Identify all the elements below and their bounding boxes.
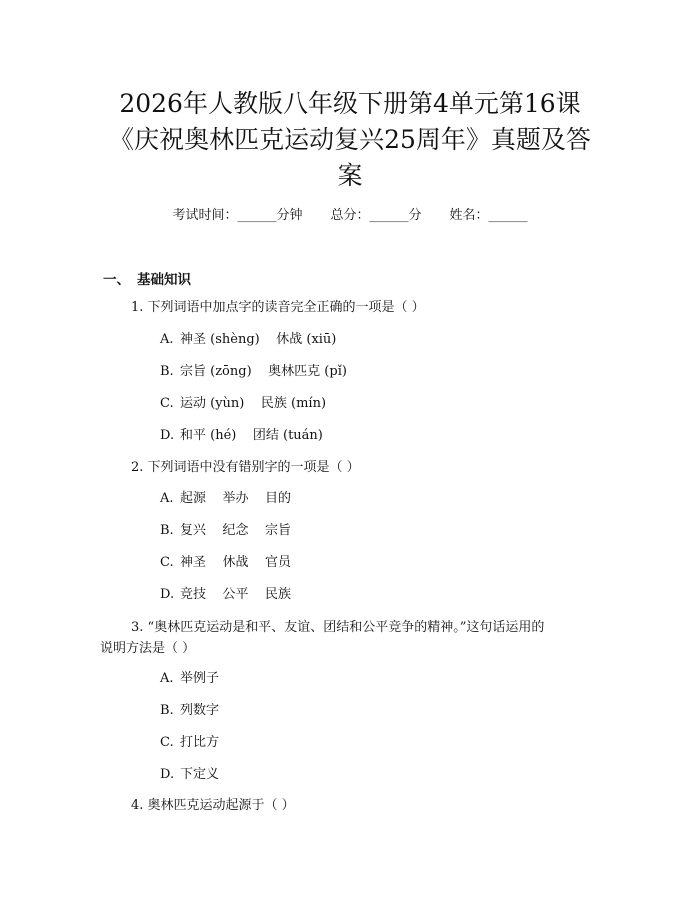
question-1-option-a [160, 331, 336, 349]
title-line-1: 2026年人教版八年级下册第4单元第16课 [119, 89, 581, 118]
option-letter: B. [160, 523, 174, 538]
option-text: 竞技 公平 民族 [180, 587, 292, 602]
question-1-option-d [160, 427, 323, 445]
option-letter: D. [160, 767, 175, 782]
title-line-3: 案 [337, 161, 363, 190]
option-letter: A. [160, 491, 174, 506]
question-3 [100, 617, 601, 659]
option-text: 和平 (hé) 团结 (tuán) [180, 428, 323, 443]
exam-time-field: 考试时间：______分钟 [172, 208, 303, 223]
question-1-option-c [160, 395, 326, 413]
exam-meta-line [0, 207, 700, 225]
question-2 [131, 459, 360, 477]
student-name-field: 姓名：______ [449, 208, 528, 223]
option-letter: C. [160, 396, 174, 411]
section-heading [103, 268, 191, 288]
document-title [60, 86, 640, 194]
option-text: 运动 (yùn) 民族 (mín) [180, 396, 327, 411]
question-1 [131, 299, 425, 317]
section-title: 基础知识 [137, 272, 191, 288]
option-text: 复兴 纪念 宗旨 [180, 523, 292, 538]
option-text: 举例子 [180, 671, 220, 686]
question-number: 2. [131, 460, 144, 475]
option-letter: A. [160, 671, 174, 686]
question-1-option-b [160, 363, 347, 381]
title-line-2: 《庆祝奥林匹克运动复兴25周年》真题及答 [109, 125, 591, 154]
option-text: 列数字 [180, 703, 220, 718]
option-letter: B. [160, 364, 174, 379]
option-text: 下定义 [180, 767, 220, 782]
question-text: 下列词语中没有错别字的一项是（ ） [147, 460, 360, 475]
option-letter: B. [160, 703, 174, 718]
option-text: 宗旨 (zōng) 奥林匹克 (pǐ) [180, 364, 347, 379]
question-number: 4. [131, 798, 144, 813]
question-2-option-a [160, 490, 291, 508]
question-3-option-c [160, 734, 219, 752]
question-number: 3. [131, 620, 144, 635]
total-score-field: 总分：______分 [330, 208, 422, 223]
question-text: 下列词语中加点字的读音完全正确的一项是（ ） [147, 300, 425, 315]
question-number: 1. [131, 300, 144, 315]
question-text: 奥林匹克运动起源于（ ） [147, 798, 295, 813]
question-3-option-d [160, 766, 219, 784]
option-text: 神圣 休战 官员 [180, 555, 292, 570]
question-3-option-b [160, 702, 219, 720]
option-letter: C. [160, 555, 174, 570]
question-2-option-b [160, 522, 291, 540]
question-text-continued: 说明方法是（ ） [100, 641, 196, 656]
question-2-option-d [160, 586, 291, 604]
option-letter: C. [160, 735, 174, 750]
question-3-option-a [160, 670, 219, 688]
option-letter: D. [160, 587, 175, 602]
option-letter: D. [160, 428, 175, 443]
question-4 [131, 797, 295, 815]
question-2-option-c [160, 554, 291, 572]
option-text: 起源 举办 目的 [180, 491, 292, 506]
section-number: 一、 [103, 272, 130, 288]
option-letter: A. [160, 332, 174, 347]
question-text: “奥林匹克运动是和平、友谊、团结和公平竞争的精神。”这句话运用的 [147, 620, 545, 635]
option-text: 神圣 (shèng) 休战 (xiū) [180, 332, 337, 347]
option-text: 打比方 [180, 735, 220, 750]
